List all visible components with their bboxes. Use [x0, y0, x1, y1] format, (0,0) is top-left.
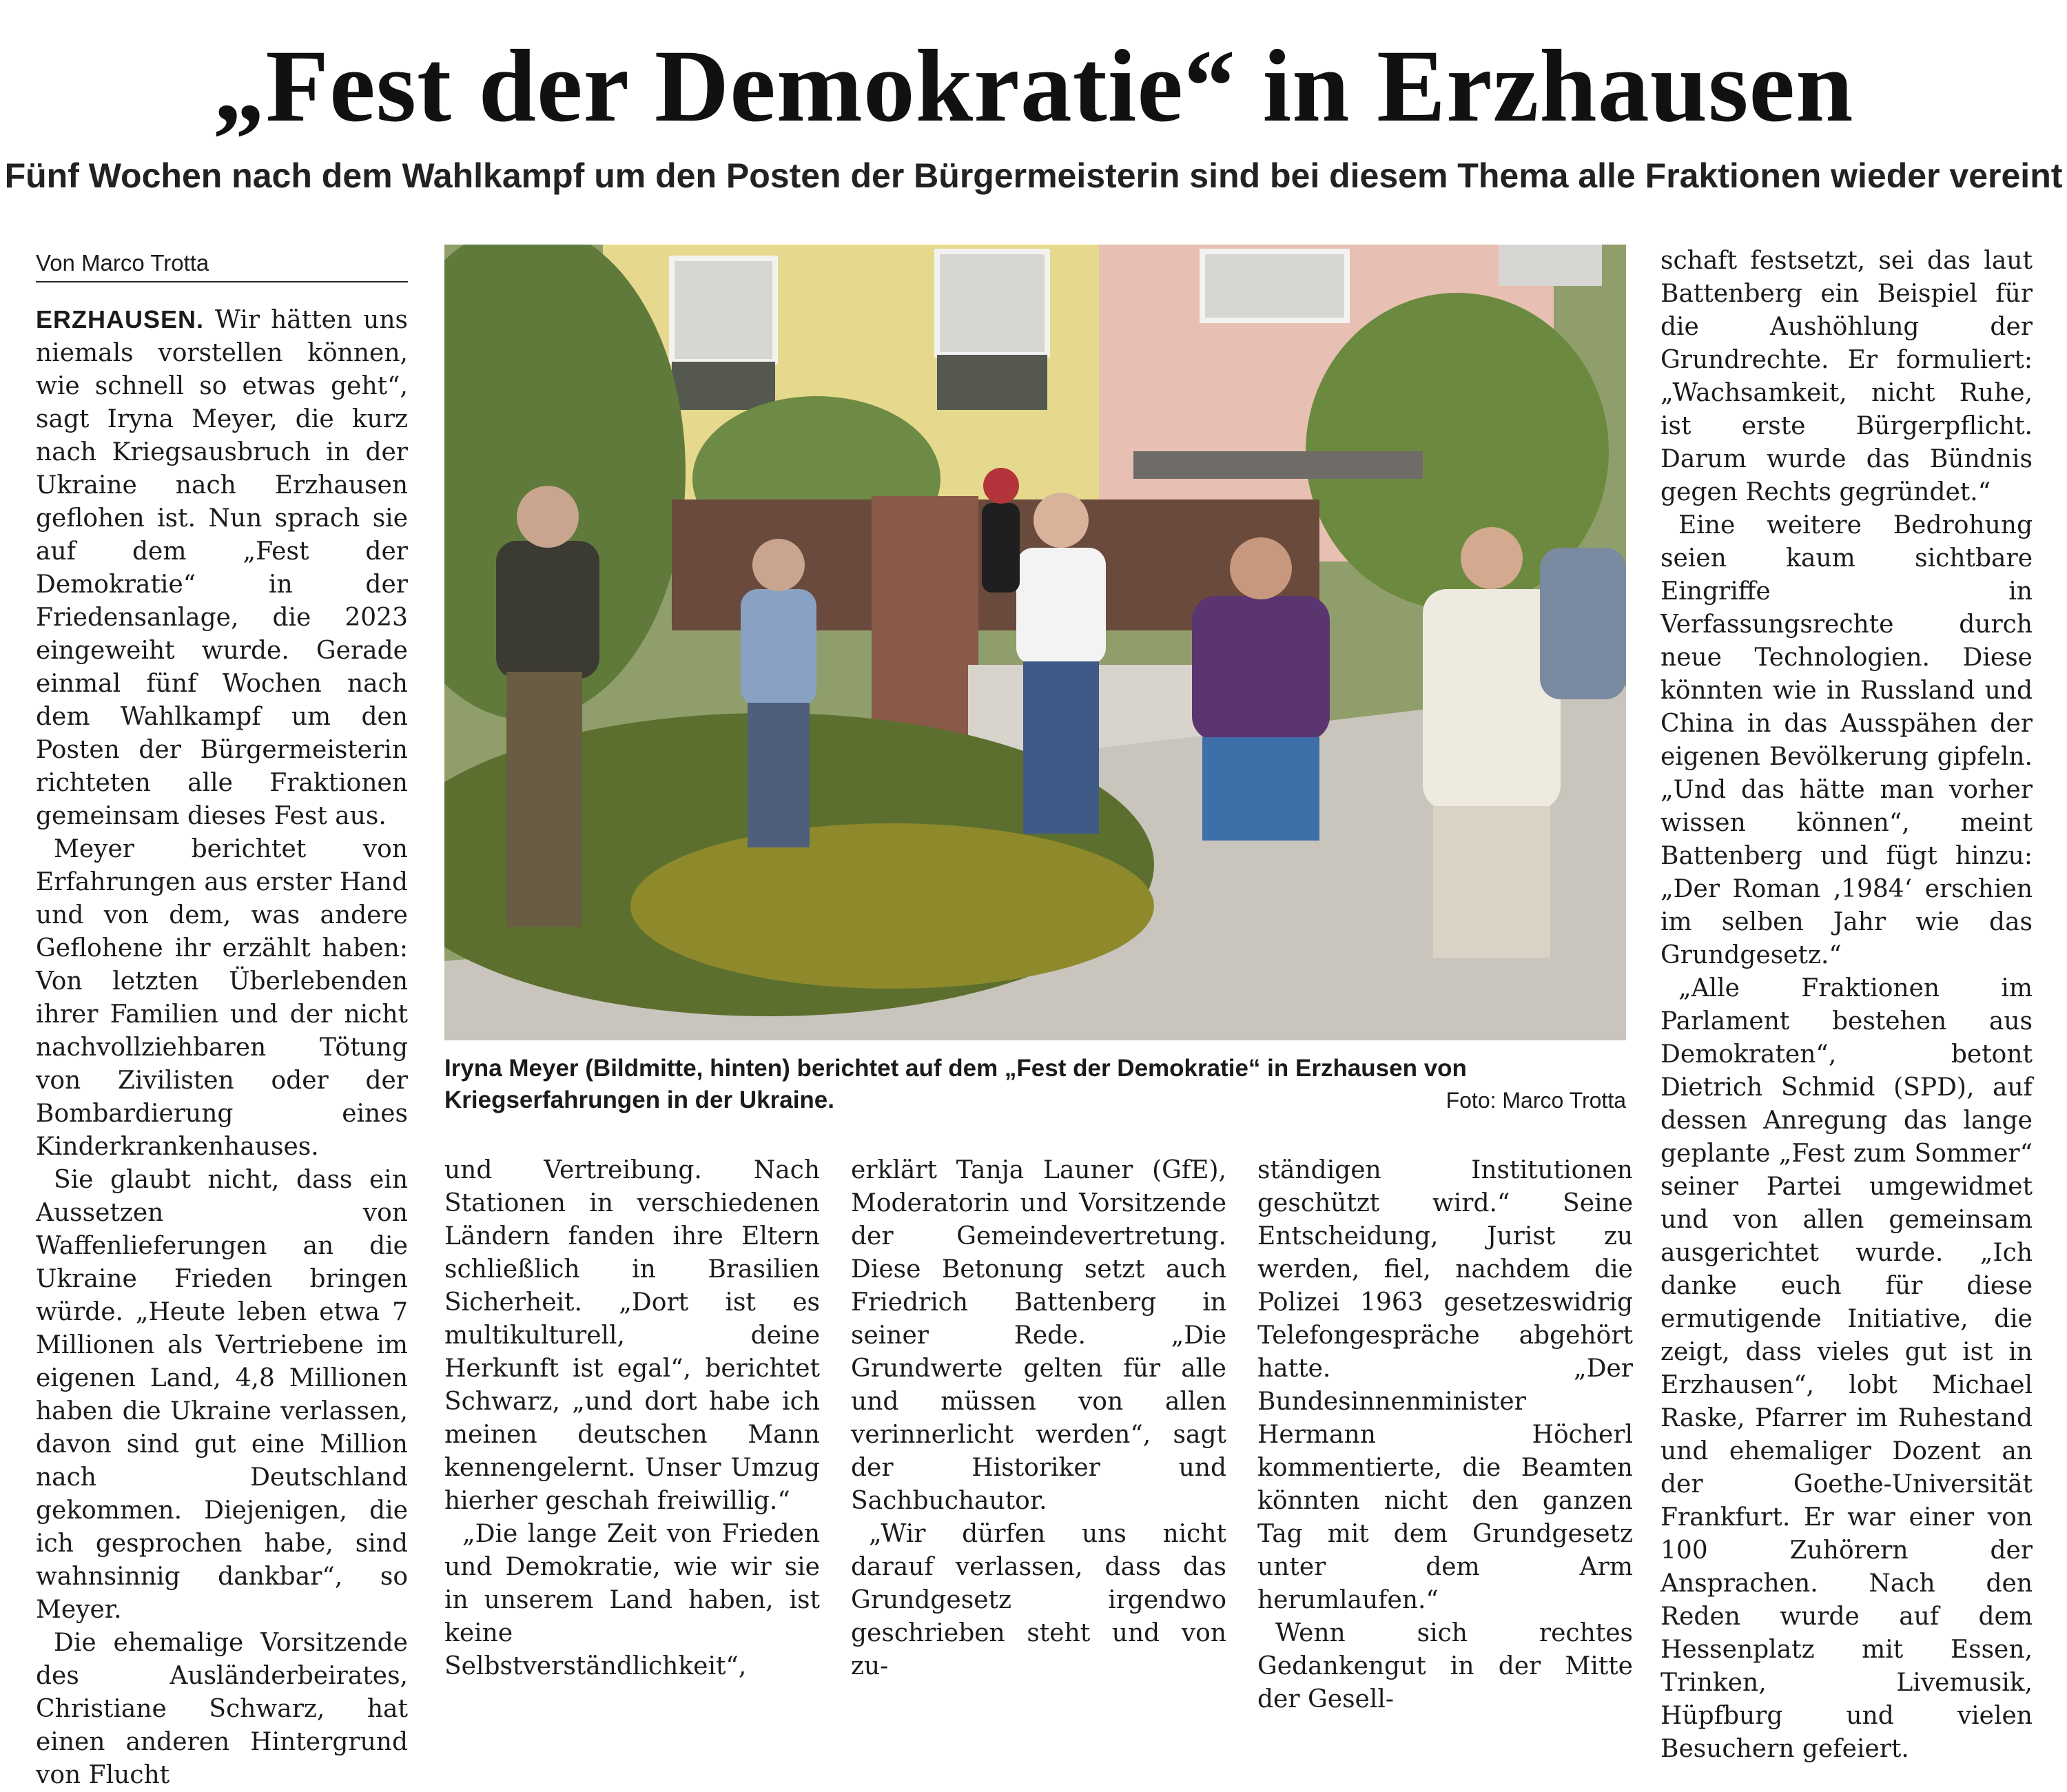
paragraph: „Die lange Zeit von Frieden und Demokratie, wie wir sie in unserem Land haben, ist keine Selbstverständlichkeit“, — [444, 1520, 820, 1680]
paragraph: ständigen Institutionen geschützt wird.“ Seine Entscheidung, Jurist zu werden, fiel, nachdem die Polizei 1963 gesetzeswidrig Telefongespräche abgehört hatte. „Der Bundesinnenminister Hermann Höcherl kommentierte, die Beamten könnten nicht den ganzen Tag mit dem Grundgesetz unter dem Arm herumlaufen.“ — [1257, 1156, 1633, 1614]
article-column-4 — [1257, 1154, 1633, 1716]
paragraph: „Wir dürfen uns nicht darauf verlassen, dass das Grundgesetz irgendwo geschrieben steht und von zu- — [851, 1520, 1226, 1680]
article-column-3 — [851, 1154, 1226, 1683]
article-column-2 — [444, 1154, 820, 1683]
article-photo — [444, 245, 1626, 1040]
paragraph: erklärt Tanja Launer (GfE), Moderatorin und Vorsitzende der Gemeindevertretung. Diese Betonung setzt auch Friedrich Battenberg in seiner Rede. „Die Grundwerte gelten für alle und müssen von allen verinnerlicht werden“, sagt der Historiker und Sachbuchautor. — [851, 1156, 1226, 1515]
paragraph: schaft festsetzt, sei das laut Battenberg ein Beispiel für die Aushöhlung der Grundrechte. Er formuliert: „Wachsamkeit, nicht Ruhe, ist erste Bürgerpflicht. Darum wurde das Bündnis gegen Rechts gegründet.“ — [1660, 247, 2033, 506]
headline: „Fest der Demokratie“ in Erzhausen — [213, 29, 1854, 143]
byline: Von Marco Trotta — [36, 249, 408, 282]
subheadline: Fünf Wochen nach dem Wahlkampf um den Posten der Bürgermeisterin sind bei diesem Thema alle Fraktionen wieder vereint — [4, 156, 2063, 195]
paragraph: und Vertreibung. Nach Stationen in verschiedenen Ländern fanden ihre Eltern schließlich in Brasilien Sicherheit. „Dort ist es multikulturell, deine Herkunft ist egal“, berichtet Schwarz, „und dort habe ich meinen deutschen Mann kennengelernt. Unser Umzug hierher geschah freiwillig.“ — [444, 1156, 820, 1515]
photo-caption: Iryna Meyer (Bildmitte, hinten) berichtet auf dem „Fest der Demokratie“ in Erzhausen von Kriegserfahrungen in der Ukraine. — [444, 1055, 1467, 1113]
article-column-1 — [36, 303, 408, 1792]
photo-crowd-image — [444, 245, 1626, 1040]
paragraph: Meyer berichtet von Erfahrungen aus erster Hand und von dem, was andere Geflohene ihr erzählt haben: Von letzten Überlebenden ihrer Familien und der nicht nachvollziehbaren Tötung von Zivilisten oder der Bombardierung eines Kinderkrankenhauses. — [36, 835, 408, 1161]
paragraph: Eine weitere Bedrohung seien kaum sichtbare Eingriffe in Verfassungsrechte durch neue Technologien. Diese könnten wie in Russland und China in das Ausspähen der eigenen Bevölkerung gipfeln. „Und das hätte man vorher wissen können“, meint Battenberg und fügt hinzu: „Der Roman ‚1984‘ erschien im selben Jahr wie das Grundgesetz.“ — [1660, 511, 2033, 969]
paragraph: „Alle Fraktionen im Parlament bestehen aus Demokraten“, betont Dietrich Schmid (SPD), auf dessen Anregung das lange geplante „Fest zum Sommer“ seiner Partei umgewidmet und von allen gemeinsam ausgerichtet wurde. „Ich danke euch für diese ermutigende Initiative, die zeigt, dass vieles gut ist in Erzhausen“, lobt Michael Raske, Pfarrer im Ruhestand und ehemaliger Dozent an der Goethe-Universität Frankfurt. Er war einer von 100 Zuhörern der Ansprachen. Nach den Reden wurde auf dem Hessenplatz mit Essen, Trinken, Livemusik, Hüpfburg und vielen Besuchern gefeiert. — [1660, 974, 2033, 1763]
paragraph: Die ehemalige Vorsitzende des Ausländerbeirates, Christiane Schwarz, hat einen anderen Hintergrund von Flucht — [36, 1629, 408, 1789]
paragraph-text: Wir hätten uns niemals vorstellen können, wie schnell so etwas geht“, sagt Iryna Meyer, die kurz nach Kriegsausbruch in der Ukraine nach Erzhausen geflohen ist. Nun sprach sie auf dem „Fest der Demokratie“ in der Friedensanlage, die 2023 eingeweiht wurde. Gerade einmal fünf Wochen nach dem Wahlkampf um den Posten der Bürgermeisterin richteten alle Fraktionen gemeinsam dieses Fest aus. — [36, 306, 408, 830]
paragraph: Wenn sich rechtes Gedankengut in der Mitte der Gesell- — [1257, 1619, 1633, 1713]
article-column-5 — [1660, 245, 2033, 1766]
dateline: ERZHAUSEN. — [36, 305, 205, 333]
paragraph — [36, 303, 408, 833]
photo-credit: Foto: Marco Trotta — [1446, 1088, 1626, 1113]
paragraph: Sie glaubt nicht, dass ein Aussetzen von Waffenlieferungen an die Ukraine Frieden bringen würde. „Heute leben etwa 7 Millionen als Vertriebene im eigenen Land, 4,8 Millionen haben die Ukraine verlassen, davon sind gut eine Million nach Deutschland gekommen. Diejenigen, die ich gesprochen habe, sind wahnsinnig dankbar“, so Meyer. — [36, 1166, 408, 1624]
